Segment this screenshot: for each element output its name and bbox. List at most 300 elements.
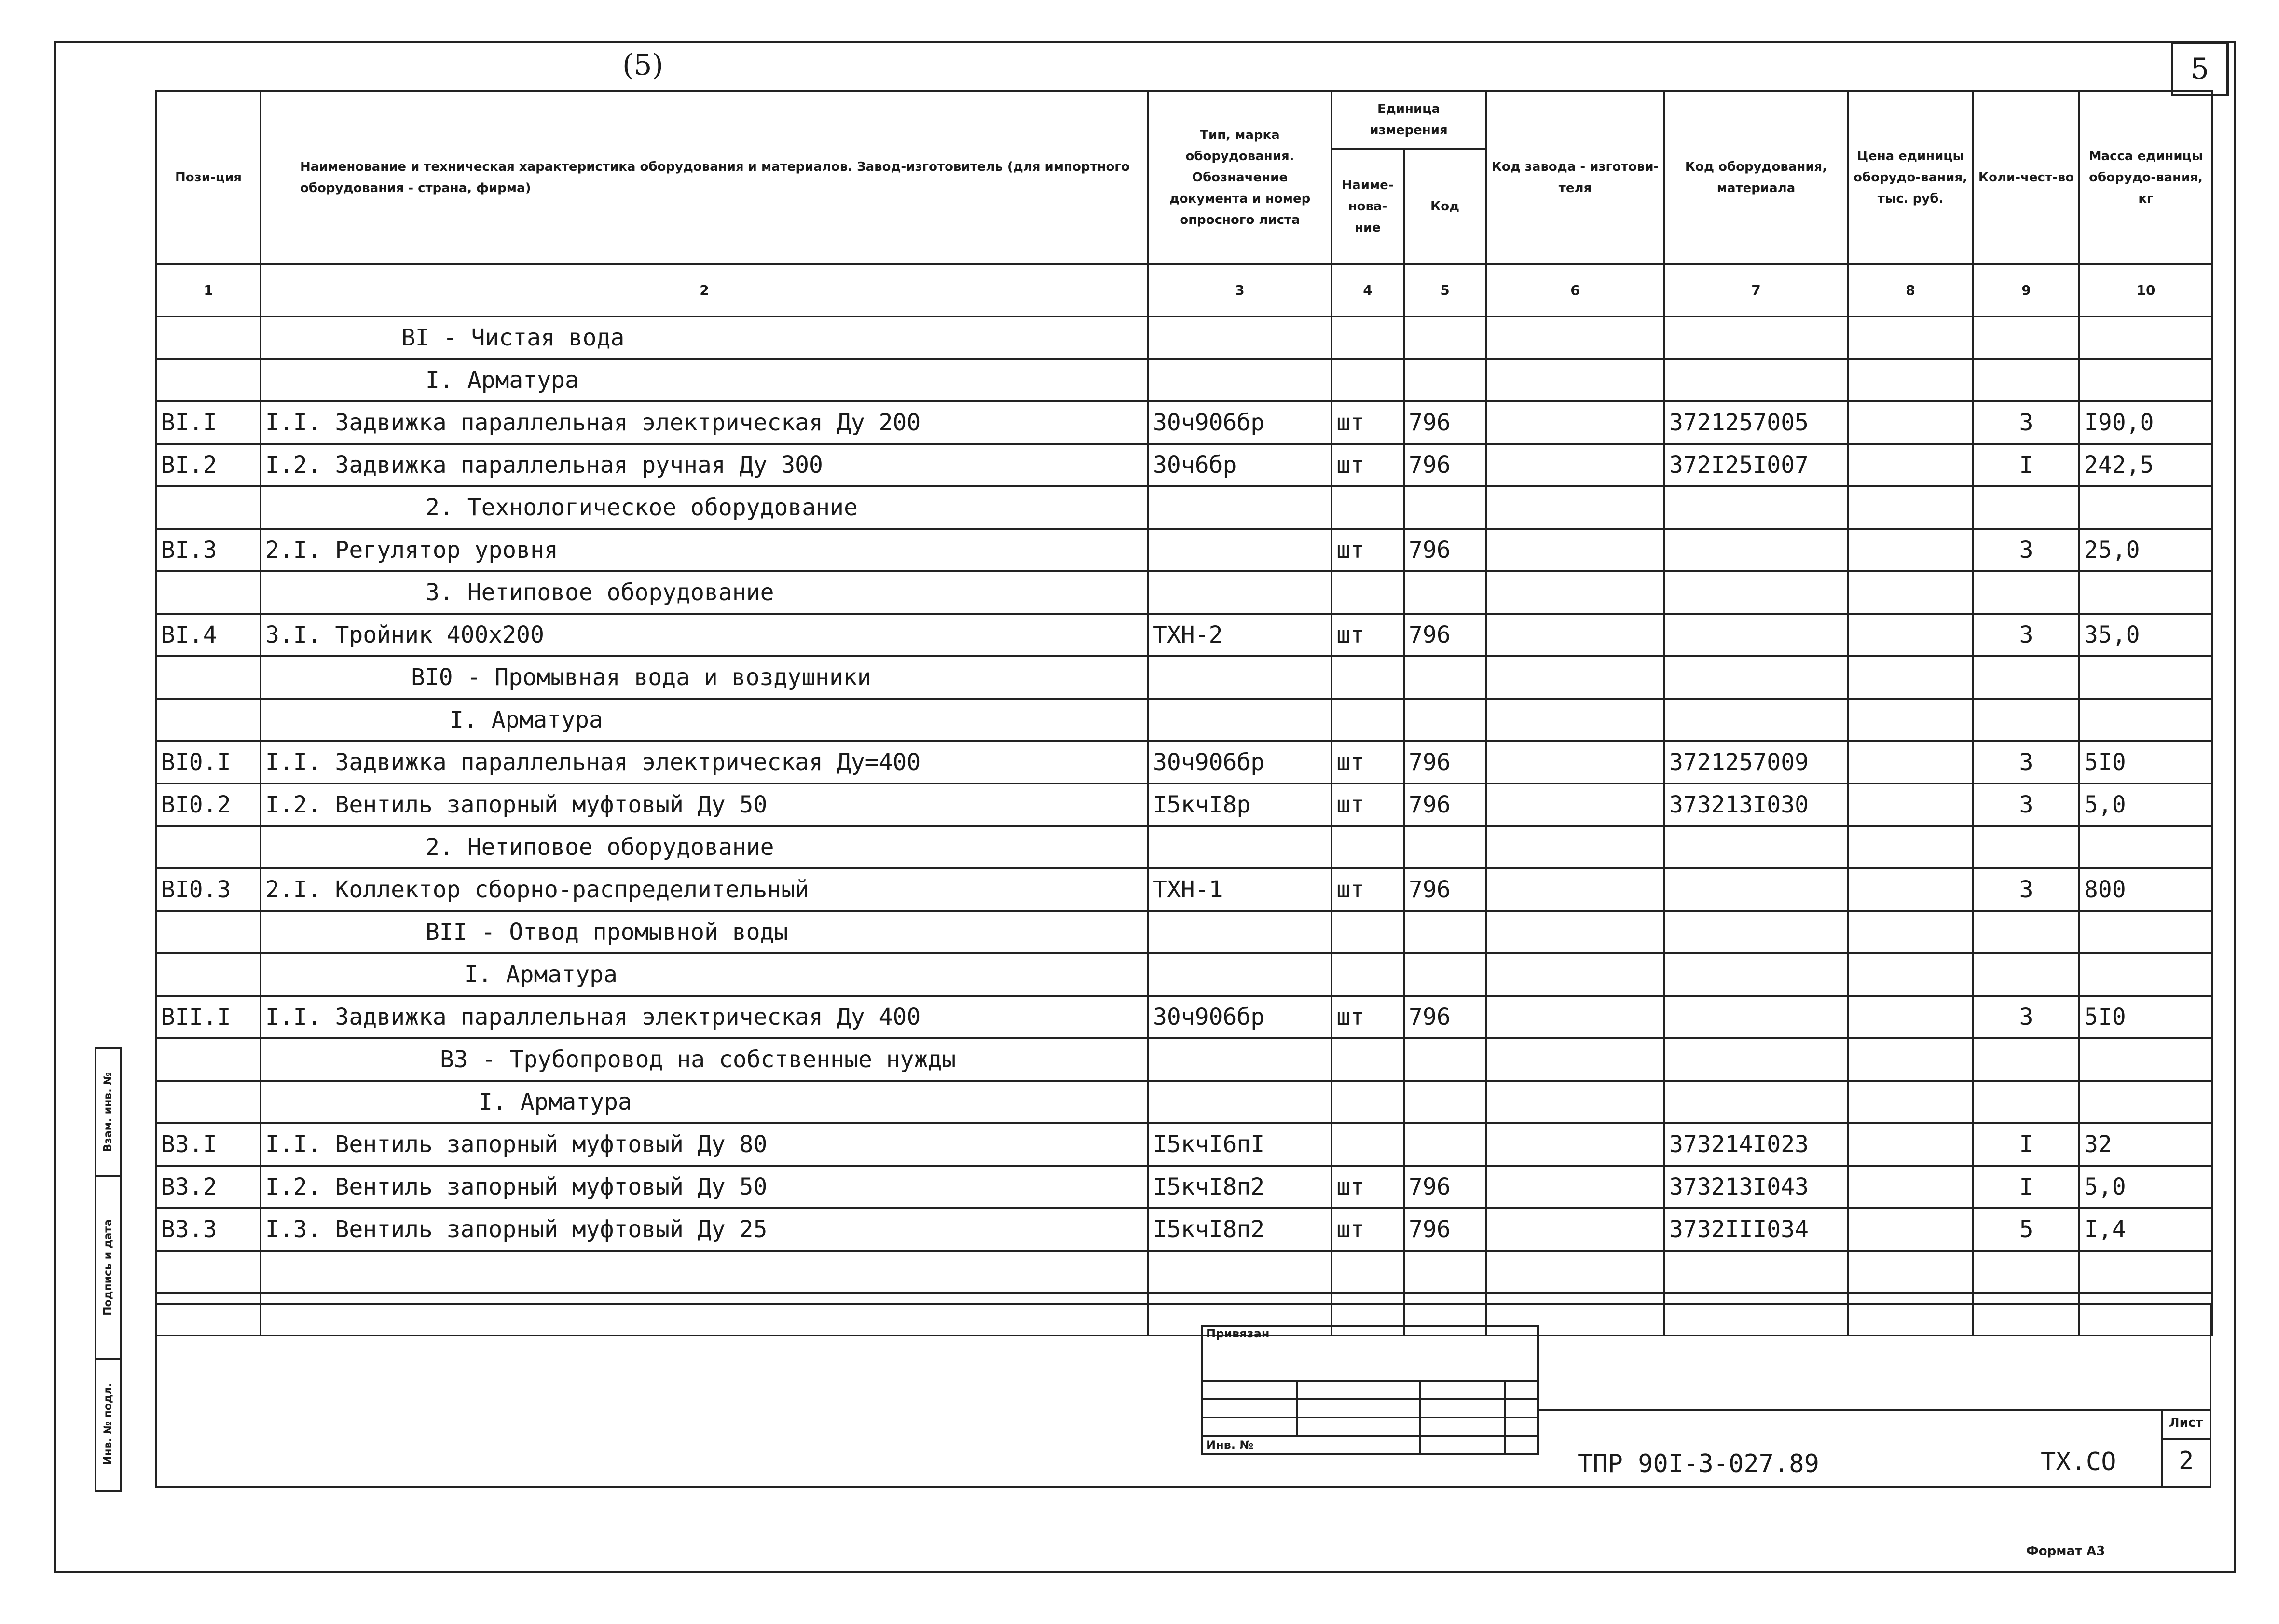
cell-price (1848, 1123, 1973, 1166)
section-row (156, 656, 2212, 699)
table-row (156, 868, 2212, 911)
cell-position: BI.3 (156, 529, 261, 571)
cell-type-mark: I5кчI8р (1148, 784, 1332, 826)
cell-factory-code (1486, 1081, 1664, 1123)
cell-unit-name (1332, 911, 1404, 953)
table-row (156, 1166, 2212, 1208)
side-vzam-inv: Взам. инв. № (102, 1072, 114, 1152)
cell-position: BI0.I (156, 741, 261, 784)
cell-unit-code: 796 (1404, 401, 1486, 444)
cell-price (1848, 401, 1973, 444)
cell-factory-code (1486, 1208, 1664, 1251)
cell-type-mark (1148, 953, 1332, 996)
cell-unit-code: 796 (1404, 1208, 1486, 1251)
cell-unit-name: шт (1332, 868, 1404, 911)
cell-type-mark (1148, 317, 1332, 359)
cell-unit-name: шт (1332, 444, 1404, 486)
specification-table (155, 90, 2213, 1336)
cell-type-mark (1148, 826, 1332, 868)
cell-position (156, 486, 261, 529)
sheet-label: Лист (2169, 1416, 2203, 1430)
side-cell-inv-podl (96, 1360, 120, 1488)
cell-factory-code (1486, 1123, 1664, 1166)
cell-equipment-code: 373213I043 (1664, 1166, 1848, 1208)
section-row (156, 699, 2212, 741)
cell-type-mark: ТХН-1 (1148, 868, 1332, 911)
cell-quantity (1973, 1251, 2079, 1293)
cell-unit-name: шт (1332, 401, 1404, 444)
cell-unit-code (1404, 699, 1486, 741)
cell-name: I.3. Вентиль запорный муфтовый Ду 25 (261, 1208, 1148, 1251)
cell-name: B3 - Трубопровод на собственные нужды (261, 1038, 1148, 1081)
cell-price (1848, 1208, 1973, 1251)
cell-mass (2079, 699, 2212, 741)
cell-mass: 242,5 (2079, 444, 2212, 486)
cell-position (156, 1293, 261, 1335)
cell-factory-code (1486, 826, 1664, 868)
cell-type-mark (1148, 359, 1332, 401)
cell-unit-code: 796 (1404, 614, 1486, 656)
header-name: Наименование и техническая характеристика оборудования и материалов. Завод-изготовитель (для импортного оборудования - страна, фирма) (261, 91, 1148, 264)
cell-name: BI - Чистая вода (261, 317, 1148, 359)
side-strip (95, 1047, 122, 1492)
cell-quantity: I (1973, 1123, 2079, 1166)
cell-price (1848, 486, 1973, 529)
cell-unit-name (1332, 656, 1404, 699)
cell-type-mark (1148, 911, 1332, 953)
cell-quantity: 5 (1973, 1208, 2079, 1251)
section-row (156, 317, 2212, 359)
table-row (156, 529, 2212, 571)
cell-factory-code (1486, 614, 1664, 656)
cell-price (1848, 699, 1973, 741)
cell-position (156, 953, 261, 996)
colnum-2: 2 (261, 264, 1148, 317)
stamp-privyazan: Привязан (1202, 1326, 1538, 1381)
cell-quantity (1973, 826, 2079, 868)
table-row (156, 996, 2212, 1038)
side-inv-podl: Инв. № подл. (102, 1382, 114, 1465)
colnum-6: 6 (1486, 264, 1664, 317)
cell-position (156, 317, 261, 359)
cell-factory-code (1486, 656, 1664, 699)
cell-mass (2079, 826, 2212, 868)
cell-quantity: I (1973, 444, 2079, 486)
stamp-inv-no: Инв. № (1202, 1436, 1420, 1454)
cell-mass (2079, 317, 2212, 359)
cell-mass: 5I0 (2079, 741, 2212, 784)
cell-name: I. Арматура (261, 1081, 1148, 1123)
cell-position: BI.I (156, 401, 261, 444)
cell-equipment-code (1664, 953, 1848, 996)
cell-position (156, 911, 261, 953)
side-podpis-data: Подпись и дата (102, 1219, 114, 1316)
cell-position: BI0.3 (156, 868, 261, 911)
cell-name: I.I. Вентиль запорный муфтовый Ду 80 (261, 1123, 1148, 1166)
header-type-mark: Тип, марка оборудования. Обозначение документа и номер опросного листа (1148, 91, 1332, 264)
cell-mass (2079, 1038, 2212, 1081)
section-row (156, 1081, 2212, 1123)
cell-name: I.I. Задвижка параллельная электрическая Ду 200 (261, 401, 1148, 444)
cell-factory-code (1486, 911, 1664, 953)
cell-quantity: 3 (1973, 741, 2079, 784)
cell-factory-code (1486, 1038, 1664, 1081)
table-row (156, 401, 2212, 444)
cell-type-mark (1148, 486, 1332, 529)
table-row (156, 784, 2212, 826)
cell-unit-code (1404, 1081, 1486, 1123)
binding-stamp (1201, 1325, 1539, 1455)
colnum-3: 3 (1148, 264, 1332, 317)
cell-position (156, 1251, 261, 1293)
cell-mass: 5,0 (2079, 784, 2212, 826)
cell-factory-code (1486, 529, 1664, 571)
title-block-divider (1539, 1409, 2211, 1411)
sheet-cell-left-line (2161, 1409, 2163, 1488)
cell-position (156, 826, 261, 868)
cell-equipment-code (1664, 868, 1848, 911)
table-row (156, 1123, 2212, 1166)
cell-equipment-code (1664, 571, 1848, 614)
cell-type-mark: ТХН-2 (1148, 614, 1332, 656)
top-sheet-number: 5 (2171, 41, 2229, 96)
colnum-8: 8 (1848, 264, 1973, 317)
cell-mass (2079, 571, 2212, 614)
cell-equipment-code (1664, 1251, 1848, 1293)
cell-unit-name: шт (1332, 614, 1404, 656)
cell-factory-code (1486, 401, 1664, 444)
cell-name: 3.I. Тройник 400х200 (261, 614, 1148, 656)
cell-position (156, 656, 261, 699)
cell-factory-code (1486, 359, 1664, 401)
cell-factory-code (1486, 444, 1664, 486)
header-quantity: Коли-чест-во (1973, 91, 2079, 264)
cell-mass: 25,0 (2079, 529, 2212, 571)
cell-position: BII.I (156, 996, 261, 1038)
cell-quantity: 3 (1973, 996, 2079, 1038)
cell-mass: I90,0 (2079, 401, 2212, 444)
cell-equipment-code (1664, 699, 1848, 741)
header-unit-name: Наиме-нова-ние (1332, 149, 1404, 264)
cell-equipment-code (1664, 911, 1848, 953)
cell-factory-code (1486, 741, 1664, 784)
cell-equipment-code (1664, 996, 1848, 1038)
cell-position (156, 1081, 261, 1123)
section-row (156, 911, 2212, 953)
cell-factory-code (1486, 1251, 1664, 1293)
section-row (156, 359, 2212, 401)
cell-position (156, 699, 261, 741)
cell-unit-name: шт (1332, 1208, 1404, 1251)
cell-unit-code (1404, 486, 1486, 529)
cell-factory-code (1486, 699, 1664, 741)
cell-mass (2079, 911, 2212, 953)
colnum-4: 4 (1332, 264, 1404, 317)
cell-factory-code (1486, 953, 1664, 996)
cell-unit-name (1332, 1081, 1404, 1123)
cell-unit-name (1332, 826, 1404, 868)
cell-price (1848, 1166, 1973, 1208)
colnum-10: 10 (2079, 264, 2212, 317)
section-row (156, 1038, 2212, 1081)
header-unit-price: Цена единицы оборудо-вания, тыс. руб. (1848, 91, 1973, 264)
cell-unit-code: 796 (1404, 996, 1486, 1038)
sheet-value: 2 (2179, 1446, 2194, 1475)
cell-unit-name: шт (1332, 529, 1404, 571)
cell-type-mark (1148, 1081, 1332, 1123)
cell-unit-name (1332, 1123, 1404, 1166)
table-row (156, 444, 2212, 486)
header-position: Пози-ция (156, 91, 261, 264)
cell-quantity (1973, 486, 2079, 529)
sheet-cell-mid-line (2161, 1438, 2211, 1440)
cell-type-mark: I5кчI6пI (1148, 1123, 1332, 1166)
table-row (156, 741, 2212, 784)
cell-unit-code (1404, 656, 1486, 699)
colnum-5: 5 (1404, 264, 1486, 317)
cell-unit-name (1332, 359, 1404, 401)
header-equipment-code: Код оборудования, материала (1664, 91, 1848, 264)
cell-price (1848, 1081, 1973, 1123)
cell-factory-code (1486, 868, 1664, 911)
cell-quantity (1973, 1081, 2079, 1123)
cell-position: B3.I (156, 1123, 261, 1166)
title-area-top-line (155, 1303, 2211, 1305)
cell-equipment-code: 373213I030 (1664, 784, 1848, 826)
cell-quantity: 3 (1973, 614, 2079, 656)
cell-mass: 35,0 (2079, 614, 2212, 656)
cell-name: BII - Отвод промывной воды (261, 911, 1148, 953)
cell-position: B3.3 (156, 1208, 261, 1251)
cell-price (1848, 571, 1973, 614)
blank-row (156, 1293, 2212, 1335)
cell-name: I. Арматура (261, 953, 1148, 996)
section-row (156, 953, 2212, 996)
cell-quantity: 3 (1973, 784, 2079, 826)
cell-factory-code (1486, 571, 1664, 614)
cell-price (1848, 444, 1973, 486)
cell-unit-code: 796 (1404, 868, 1486, 911)
cell-price (1848, 1293, 1973, 1335)
cell-unit-code (1404, 911, 1486, 953)
cell-unit-code (1404, 1123, 1486, 1166)
cell-quantity (1973, 359, 2079, 401)
cell-equipment-code (1664, 614, 1848, 656)
cell-mass: 32 (2079, 1123, 2212, 1166)
cell-unit-name: шт (1332, 996, 1404, 1038)
cell-unit-name (1332, 1038, 1404, 1081)
table-row (156, 1208, 2212, 1251)
cell-price (1848, 868, 1973, 911)
cell-unit-code: 796 (1404, 529, 1486, 571)
cell-unit-code: 796 (1404, 1166, 1486, 1208)
cell-unit-name: шт (1332, 1166, 1404, 1208)
cell-equipment-code (1664, 529, 1848, 571)
cell-equipment-code (1664, 359, 1848, 401)
cell-factory-code (1486, 996, 1664, 1038)
cell-type-mark: 30ч906бр (1148, 996, 1332, 1038)
cell-name: BI0 - Промывная вода и воздушники (261, 656, 1148, 699)
cell-equipment-code: 3721257005 (1664, 401, 1848, 444)
cell-type-mark (1148, 529, 1332, 571)
cell-price (1848, 614, 1973, 656)
title-area-right-line (2210, 1303, 2211, 1488)
cell-quantity (1973, 953, 2079, 996)
cell-unit-code (1404, 317, 1486, 359)
title-area-left-line (155, 1303, 157, 1486)
cell-type-mark (1148, 699, 1332, 741)
cell-unit-name (1332, 486, 1404, 529)
cell-name: I.I. Задвижка параллельная электрическая Ду 400 (261, 996, 1148, 1038)
column-number-row (156, 264, 2212, 317)
header-unit-group: Единица измерения (1332, 91, 1486, 149)
cell-mass (2079, 656, 2212, 699)
cell-unit-code: 796 (1404, 444, 1486, 486)
cell-equipment-code (1664, 826, 1848, 868)
cell-equipment-code (1664, 317, 1848, 359)
header-unit-code: Код (1404, 149, 1486, 264)
doc-code: ТПР 90I-3-027.89 (1578, 1449, 1819, 1478)
cell-factory-code (1486, 784, 1664, 826)
cell-mass (2079, 953, 2212, 996)
cell-name: I. Арматура (261, 359, 1148, 401)
cell-price (1848, 317, 1973, 359)
cell-quantity (1973, 1038, 2079, 1081)
cell-type-mark: 30ч906бр (1148, 401, 1332, 444)
cell-mass (2079, 359, 2212, 401)
cell-name: I.2. Вентиль запорный муфтовый Ду 50 (261, 784, 1148, 826)
cell-price (1848, 1251, 1973, 1293)
cell-position (156, 1038, 261, 1081)
cell-unit-name (1332, 699, 1404, 741)
cell-mass: 5I0 (2079, 996, 2212, 1038)
cell-position: B3.2 (156, 1166, 261, 1208)
cell-quantity (1973, 911, 2079, 953)
colnum-9: 9 (1973, 264, 2079, 317)
header-unit-mass: Масса единицы оборудо-вания, кг (2079, 91, 2212, 264)
cell-unit-code (1404, 571, 1486, 614)
side-cell-podpis (96, 1177, 120, 1360)
side-cell-vzam (96, 1049, 120, 1177)
cell-price (1848, 529, 1973, 571)
cell-unit-code (1404, 1038, 1486, 1081)
cell-quantity: 3 (1973, 529, 2079, 571)
cell-name: 2. Нетиповое оборудование (261, 826, 1148, 868)
cell-unit-code (1404, 826, 1486, 868)
cell-unit-name: шт (1332, 741, 1404, 784)
cell-equipment-code (1664, 656, 1848, 699)
colnum-7: 7 (1664, 264, 1848, 317)
cell-equipment-code: 373214I023 (1664, 1123, 1848, 1166)
cell-factory-code (1486, 317, 1664, 359)
cell-equipment-code (1664, 1038, 1848, 1081)
section-row (156, 571, 2212, 614)
cell-position (156, 571, 261, 614)
cell-equipment-code (1664, 486, 1848, 529)
cell-equipment-code: 3721257009 (1664, 741, 1848, 784)
blank-row (156, 1251, 2212, 1293)
cell-unit-name (1332, 953, 1404, 996)
cell-mass: I,4 (2079, 1208, 2212, 1251)
cell-position: BI.2 (156, 444, 261, 486)
cell-mass (2079, 1251, 2212, 1293)
cell-name: 2. Технологическое оборудование (261, 486, 1148, 529)
cell-price (1848, 911, 1973, 953)
cell-price (1848, 953, 1973, 996)
cell-name: I.I. Задвижка параллельная электрическая Ду=400 (261, 741, 1148, 784)
cell-name: 3. Нетиповое оборудование (261, 571, 1148, 614)
cell-unit-code (1404, 1251, 1486, 1293)
cell-mass (2079, 1081, 2212, 1123)
cell-mass (2079, 1293, 2212, 1335)
cell-type-mark: I5кчI8п2 (1148, 1166, 1332, 1208)
cell-name: 2.I. Регулятор уровня (261, 529, 1148, 571)
cell-position (156, 359, 261, 401)
cell-type-mark (1148, 1251, 1332, 1293)
cell-name (261, 1251, 1148, 1293)
cell-position: BI.4 (156, 614, 261, 656)
cell-unit-name: шт (1332, 784, 1404, 826)
colnum-1: 1 (156, 264, 261, 317)
cell-quantity (1973, 699, 2079, 741)
cell-factory-code (1486, 486, 1664, 529)
cell-name: I.2. Задвижка параллельная ручная Ду 300 (261, 444, 1148, 486)
format-label: Формат А3 (2026, 1544, 2105, 1558)
cell-equipment-code: 372I25I007 (1664, 444, 1848, 486)
cell-unit-name (1332, 1251, 1404, 1293)
cell-mass (2079, 486, 2212, 529)
table-row (156, 614, 2212, 656)
cell-quantity (1973, 656, 2079, 699)
cell-unit-code: 796 (1404, 741, 1486, 784)
cell-name: 2.I. Коллектор сборно-распределительный (261, 868, 1148, 911)
cell-type-mark (1148, 656, 1332, 699)
cell-position: BI0.2 (156, 784, 261, 826)
cell-price (1848, 826, 1973, 868)
cell-mass: 800 (2079, 868, 2212, 911)
cell-price (1848, 359, 1973, 401)
cell-price (1848, 1038, 1973, 1081)
cell-mass: 5,0 (2079, 1166, 2212, 1208)
cell-price (1848, 784, 1973, 826)
cell-type-mark (1148, 571, 1332, 614)
page-mark: (5) (622, 48, 663, 82)
cell-quantity: 3 (1973, 401, 2079, 444)
cell-equipment-code (1664, 1293, 1848, 1335)
cell-factory-code (1486, 1166, 1664, 1208)
cell-quantity: I (1973, 1166, 2079, 1208)
cell-quantity: 3 (1973, 868, 2079, 911)
cell-type-mark: I5кчI8п2 (1148, 1208, 1332, 1251)
cell-name: I. Арматура (261, 699, 1148, 741)
doc-mark: ТХ.СО (2041, 1447, 2116, 1476)
cell-type-mark (1148, 1038, 1332, 1081)
title-area-bottom-line (155, 1486, 2211, 1488)
cell-quantity (1973, 1293, 2079, 1335)
cell-equipment-code: 3732III034 (1664, 1208, 1848, 1251)
cell-quantity (1973, 317, 2079, 359)
cell-price (1848, 656, 1973, 699)
cell-unit-name (1332, 317, 1404, 359)
cell-unit-code (1404, 953, 1486, 996)
cell-equipment-code (1664, 1081, 1848, 1123)
cell-quantity (1973, 571, 2079, 614)
cell-price (1848, 996, 1973, 1038)
cell-unit-code: 796 (1404, 784, 1486, 826)
cell-price (1848, 741, 1973, 784)
cell-unit-code (1404, 359, 1486, 401)
header-factory-code: Код завода - изготови-теля (1486, 91, 1664, 264)
